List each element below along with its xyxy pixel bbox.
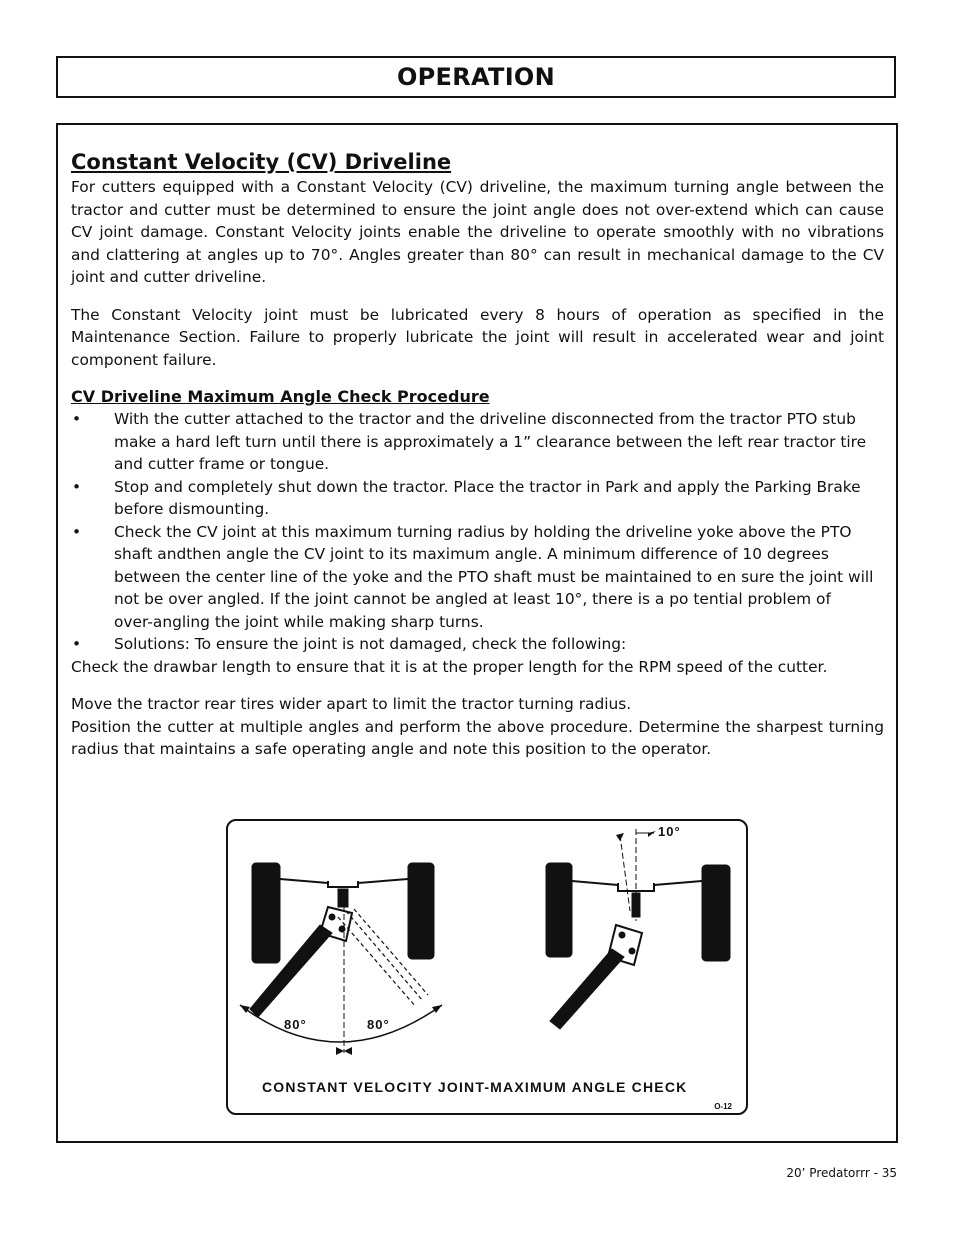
cv-joint-figure [226,819,748,1115]
figure-caption: CONSTANT VELOCITY JOINT-MAXIMUM ANGLE CHECK [262,1079,688,1095]
cv-joint-illustration [228,821,750,1117]
procedure-list [71,408,884,656]
list-item: • Check the CV joint at this maximum turning radius by holding the driveline yoke above the PTO shaft andthen angle the CV joint to its maximum angle. A minimum difference of 10 degrees between the center line of the yoke and the PTO shaft must be maintained to en sure the joint will not be over angled. If the joint cannot be angled at least 10°, there is a po tential problem of over-angling the joint while making sharp turns. [72,522,874,631]
angle-label-left: 80° [284,1017,307,1032]
intro-paragraph: For cutters equipped with a Constant Velocity (CV) driveline, the maximum turning angle between the tractor and cutter must be determined to ensure the joint angle does not over-extend which can cause CV joint damage. Constant Velocity joints enable the driveline to operate smoothly with no vibrations and clattering at angles up to 70°. Angles greater than 80° can result in mechanical damage to the CV joint and cutter driveline. [71,178,884,286]
page-footer: 20’ Predatorrr - 35 [786,1166,897,1180]
list-item: • Stop and completely shut down the tractor. Place the tractor in Park and apply the Parking Brake before dismounting. [72,477,861,518]
drawbar-paragraph: Check the drawbar length to ensure that it is at the proper length for the RPM speed of the cutter. [71,657,828,676]
lubrication-paragraph: The Constant Velocity joint must be lubricated every 8 hours of operation as specified in the Maintenance Section. Failure to properly lubricate the joint will result in accelerated wear and joint component failure. [71,305,884,369]
angle-label-right: 80° [367,1017,390,1032]
position-paragraph: Position the cutter at multiple angles and perform the above procedure. Determine the sharpest turning radius that maintains a safe operating angle and note this position to the operator. [71,717,884,758]
section-title: Constant Velocity (CV) Driveline [71,150,452,174]
figure-code: O-12 [714,1102,732,1111]
bullet-icon: • [72,522,82,541]
section-body [71,149,884,761]
tires-paragraph: Move the tractor rear tires wider apart to limit the tractor turning radius. [71,695,632,713]
bullet-icon: • [72,635,82,653]
list-item: • With the cutter attached to the tractor and the driveline disconnected from the tractor PTO stub make a hard left turn until there is approximately a 1” clearance between the left rear tractor tire and cutter frame or tongue. [72,410,867,473]
content-box [56,123,898,1143]
list-item: • Solutions: To ensure the joint is not damaged, check the following: [71,633,874,656]
bullet-icon: • [72,477,82,496]
procedure-title: CV Driveline Maximum Angle Check Procedure [71,387,490,406]
header-box [56,56,896,98]
bullet-icon: • [72,410,82,428]
angle-label-top: 10° [658,824,681,839]
page-title: OPERATION [396,63,556,91]
